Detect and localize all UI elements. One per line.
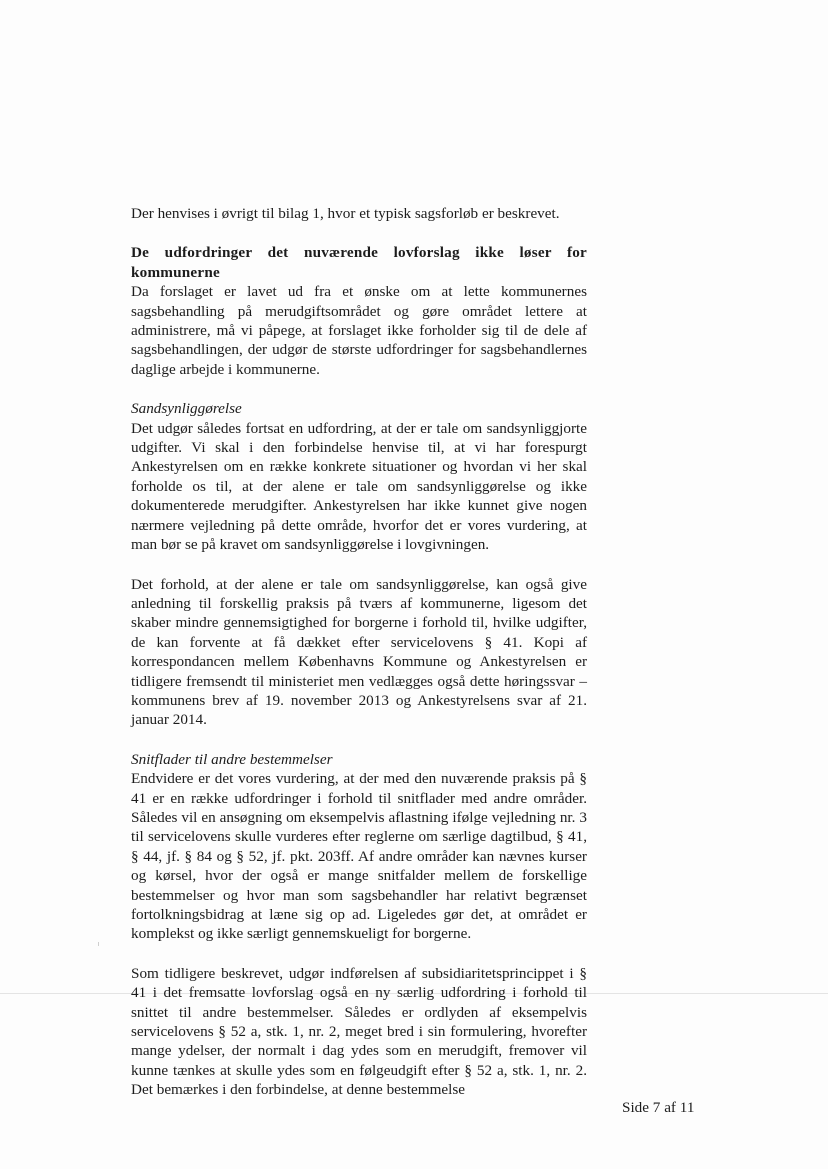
page-number: Side 7 af 11 [622,1099,695,1116]
subsection-title-snitflader: Snitflader til andre bestemmelser [131,750,333,768]
snitflader-paragraph-2: Som tidligere beskrevet, udgør indførelsen af subsidiaritetsprincippet i § 41 i det fremsatte lovforslag også en ny særlig udfordring i forhold til snittet til andre bestemmelser. Således er ordlyden af eksempelvis servicelovens § 52 a, stk. 1, nr. 2, meget bred i sin formulering, hvorefter mange ydelser, der normalt i dag ydes som en merudgift, fremover vil kunne tænkes at skulle ydes som en følgeudgift efter § 52 a, stk. 1, nr. 2. Det bemærkes i den forbindelse, at denne bestemmelse [131,964,587,1099]
document-body [131,204,587,1100]
section-heading: De udfordringer det nuværende lovforslag ikke løser for kommunerne [131,244,587,281]
intro-paragraph: Der henvises i øvrigt til bilag 1, hvor et typisk sagsforløb er beskrevet. [131,205,560,222]
subsection-title-sandsynliggoerelse: Sandsynliggørelse [131,400,242,418]
sandsynliggoerelse-paragraph-2: Det forhold, at der alene er tale om sandsynliggørelse, kan også give anledning til forskellig praksis på tværs af kommunerne, ligesom det skaber mindre gennemsigtighed for borgerne i forhold til, hvilke udgifter, de kan forvente at få dækket efter servicelovens § 41. Kopi af korrespondancen mellem Københavns Kommune og Ankestyrelsen er tidligere fremsendt til ministeriet men vedlægges også dette høringssvar – kommunens brev af 19. november 2013 og Ankestyrelsens svar af 21. januar 2014. [131,575,587,729]
section-body-paragraph: Da forslaget er lavet ud fra et ønske om at lette kommunernes sagsbehandling på merudgiftsområdet og gøre området lettere at administrere, må vi påpege, at forslaget ikke forholder sig til de dele af sagsbehandlingen, der udgør de største udfordringer for sagsbehandlernes daglige arbejde i kommunerne. [131,283,587,378]
sandsynliggoerelse-paragraph-1: Det udgør således fortsat en udfordring, at der er tale om sandsynliggjorte udgifter. Vi skal i den forbindelse henvise til, at vi har forespurgt Ankestyrelsen om en række konkrete situationer og hvordan vi her skal forholde os til, at der alene er tale om sandsynliggørelse og ikke dokumenterede merudgifter. Ankestyrelsen har ikke kunnet give nogen nærmere vejledning på dette område, hvorfor det er vores vurdering, at man bør se på kravet om sandsynliggørelse i lovgivningen. [131,419,587,554]
snitflader-paragraph-1: Endvidere er det vores vurdering, at der med den nuværende praksis på § 41 er en række udfordringer i forhold til snitflader med andre områder. Således vil en ansøgning om eksempelvis aflastning ifølge vejledning nr. 3 til servicelovens skulle vurderes efter reglerne om særlige dagtilbud, § 41, § 44, jf. § 84 og § 52, jf. pkt. 203ff. Af andre områder kan nævnes kurser og kørsel, hvor der også er mange snitfalder mellem de forskellige bestemmelser og hvor man som sagsbehandler har relativt begrænset fortolkningsbidrag at læne sig op ad. Ligeledes gør det, at området er komplekst og ikke særligt gennemskueligt for borgerne. [131,770,587,943]
scan-artifact-mark [98,942,99,946]
